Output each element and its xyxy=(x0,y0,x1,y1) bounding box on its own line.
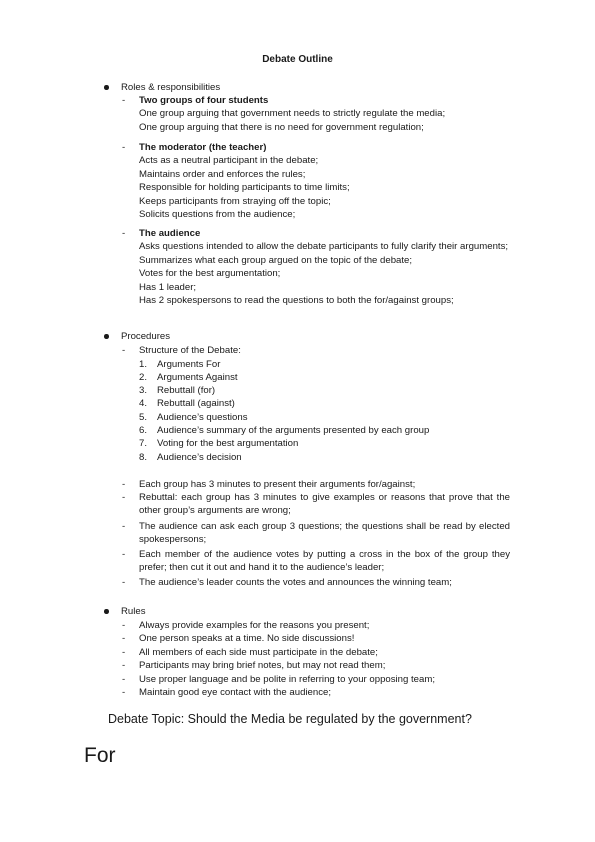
role-line: Solicits questions from the audience; xyxy=(139,208,296,220)
debate-topic: Debate Topic: Should the Media be regulated by the government? xyxy=(108,712,472,726)
dash-marker: - xyxy=(122,228,126,239)
role-line: Acts as a neutral participant in the debate; xyxy=(139,155,319,167)
dash-marker: - xyxy=(122,647,126,658)
step-number: 1. xyxy=(139,359,148,370)
step-item: Arguments For xyxy=(157,359,221,370)
step-number: 7. xyxy=(139,438,148,449)
step-item: Voting for the best argumentation xyxy=(157,438,299,449)
dash-marker: - xyxy=(122,142,126,153)
role-line: One group arguing that there is no need for government regulation; xyxy=(139,121,424,133)
role-heading: The audience xyxy=(139,228,201,239)
dash-marker: - xyxy=(122,620,126,631)
dash-marker: - xyxy=(122,660,126,671)
step-item: Audience’s decision xyxy=(157,452,242,463)
dash-marker: - xyxy=(122,521,126,532)
rule-item: Participants may bring brief notes, but may not read them; xyxy=(139,660,386,671)
procedure-detail: The audience can ask each group 3 questions; the questions shall be read by elected spokespersons; xyxy=(139,521,510,546)
bullet-icon xyxy=(104,85,109,90)
document-title: Debate Outline xyxy=(262,54,333,65)
step-number: 4. xyxy=(139,398,148,409)
role-line: One group arguing that government needs to strictly regulate the media; xyxy=(139,108,446,120)
procedure-detail: Rebuttal: each group has 3 minutes to give examples or reasons that prove that the other group’s arguments are wrong; xyxy=(139,492,510,517)
bullet-icon xyxy=(104,609,109,614)
rule-item: All members of each side must participate in the debate; xyxy=(139,647,378,658)
step-number: 6. xyxy=(139,425,148,436)
section-heading-roles: Roles & responsibilities xyxy=(121,82,221,93)
role-audience xyxy=(139,227,510,307)
procedure-detail: Each group has 3 minutes to present their arguments for/against; xyxy=(139,479,416,490)
role-two-groups xyxy=(139,94,510,134)
role-line: Keeps participants from straying off the topic; xyxy=(139,195,331,207)
rule-item: One person speaks at a time. No side discussions! xyxy=(139,633,355,644)
for-label: For xyxy=(84,744,116,767)
role-line: Has 2 spokespersons to read the questions to both the for/against groups; xyxy=(139,294,454,306)
role-line: Maintains order and enforces the rules; xyxy=(139,168,306,180)
dash-marker: - xyxy=(122,674,126,685)
step-item: Audience’s summary of the arguments presented by each group xyxy=(157,425,430,436)
role-line: Has 1 leader; xyxy=(139,281,197,293)
step-item: Rebuttall (for) xyxy=(157,385,216,396)
step-number: 8. xyxy=(139,452,148,463)
procedure-detail: Each member of the audience votes by putting a cross in the box of the group they prefer; then cut it out and hand it to the audience’s leader; xyxy=(139,549,510,574)
step-item: Audience’s questions xyxy=(157,412,248,423)
dash-marker: - xyxy=(122,345,126,356)
step-number: 5. xyxy=(139,412,148,423)
role-line: Summarizes what each group argued on the topic of the debate; xyxy=(139,254,413,266)
step-item: Arguments Against xyxy=(157,372,238,383)
dash-marker: - xyxy=(122,577,126,588)
role-line: Asks questions intended to allow the debate participants to fully clarify their arguments; xyxy=(139,241,509,253)
step-number: 3. xyxy=(139,385,148,396)
procedure-detail: The audience’s leader counts the votes and announces the winning team; xyxy=(139,577,452,588)
role-heading: Two groups of four students xyxy=(139,95,269,106)
structure-heading: Structure of the Debate: xyxy=(139,345,241,356)
dash-marker: - xyxy=(122,687,126,698)
bullet-icon xyxy=(104,334,109,339)
dash-marker: - xyxy=(122,549,126,560)
dash-marker: - xyxy=(122,95,126,106)
rule-item: Use proper language and be polite in referring to your opposing team; xyxy=(139,674,435,685)
rule-item: Always provide examples for the reasons you present; xyxy=(139,620,370,631)
dash-marker: - xyxy=(122,479,126,490)
section-heading-procedures: Procedures xyxy=(121,331,171,342)
dash-marker: - xyxy=(122,492,126,503)
role-line: Votes for the best argumentation; xyxy=(139,268,281,280)
step-item: Rebuttall (against) xyxy=(157,398,235,409)
role-heading: The moderator (the teacher) xyxy=(139,142,267,153)
rule-item: Maintain good eye contact with the audience; xyxy=(139,687,332,698)
step-number: 2. xyxy=(139,372,148,383)
role-line: Responsible for holding participants to time limits; xyxy=(139,182,350,194)
dash-marker: - xyxy=(122,633,126,644)
section-heading-rules: Rules xyxy=(121,606,146,617)
role-moderator xyxy=(139,141,510,221)
